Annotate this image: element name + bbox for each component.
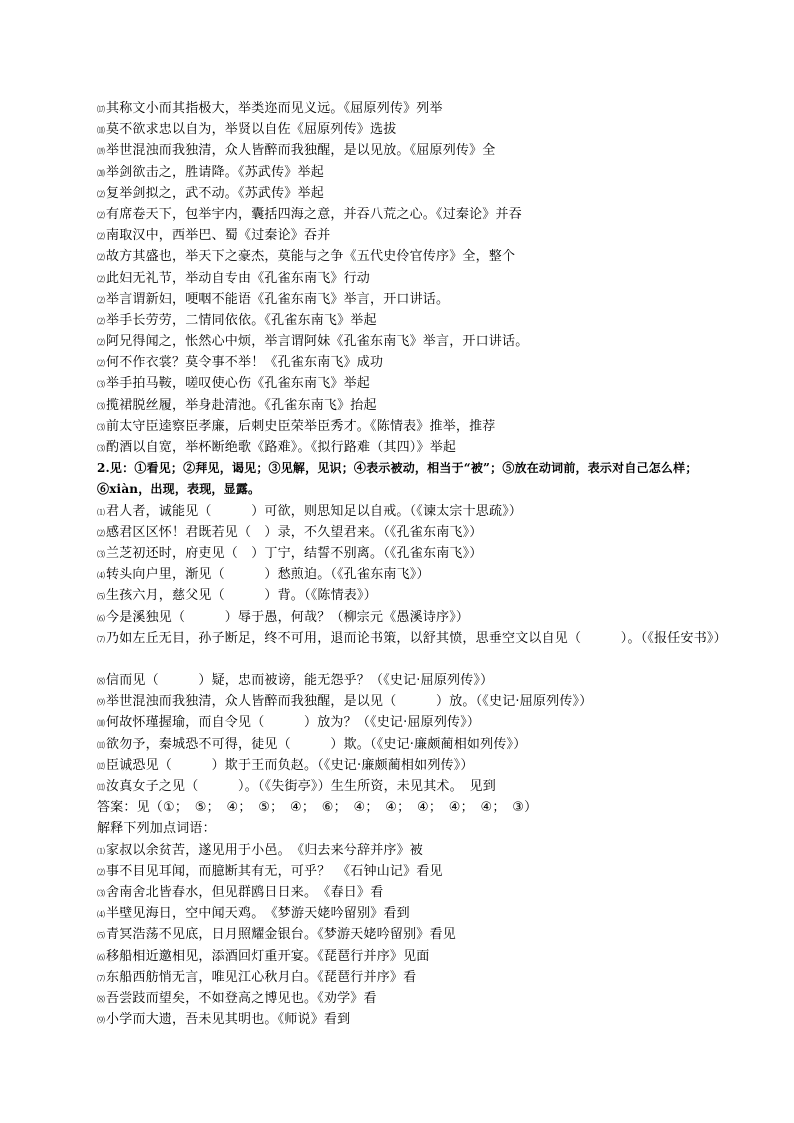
- item-text: 举世混浊而我独清，众人皆醉而我独醒，是以见（ ）放。（《史记·屈原列传》）: [106, 694, 593, 710]
- item-text: 阿兄得闻之，怅然心中烦，举言谓阿妹《孔雀东南飞》举言，开口讲话。: [106, 334, 529, 350]
- list-item: [97, 776, 727, 797]
- list-item: [97, 268, 727, 289]
- list-item: [97, 204, 727, 225]
- list-item: [97, 670, 727, 691]
- list-item: [97, 543, 727, 564]
- item-text: 乃如左丘无目，孙子断足，终不可用，退而论书策，以舒其愤，思垂空文以自见（ ）。（《报任安书》）: [106, 630, 727, 646]
- list-item: [97, 607, 727, 628]
- item-number: ⑵: [97, 295, 105, 305]
- list-item: [97, 691, 727, 712]
- item-text: 感君区区怀！君既若见（ ）录，不久望君来。（《孔雀东南飞》）: [106, 524, 483, 540]
- list-item: [97, 967, 727, 988]
- list-item: [97, 522, 727, 543]
- item-text: 何不作衣裳？莫令事不举！《孔雀东南飞》成功: [106, 355, 384, 371]
- item-text: 事不目见耳闻，而臆断其有无，可乎？ 《石钟山记》看见: [106, 863, 443, 879]
- item-text: 信而见（ ）疑，忠而被谤，能无怨乎？（《史记·屈原列传》）: [106, 673, 494, 689]
- list-item: [97, 246, 727, 267]
- list-item: [97, 119, 727, 140]
- item-text: 东船西舫悄无言，唯见江心秋月白。《琵琶行并序》看: [106, 969, 417, 985]
- item-number: ⑵: [97, 232, 105, 242]
- list-item: [97, 564, 727, 585]
- item-number: ⑵: [97, 189, 105, 199]
- item-text: 揽裙脱丝履，举身赴清池。《孔雀东南飞》抬起: [106, 397, 377, 413]
- item-text: 生孩六月，慈父见（ ）背。（《陈情表》）: [106, 588, 377, 604]
- item-text: 举剑欲击之，胜请降。《苏武传》举起: [106, 164, 324, 180]
- item-text: 酌酒以自宽，举杯断绝歌《路难》。《拟行路难（其四）》举起: [106, 440, 457, 455]
- item-number: ⑵: [97, 867, 105, 877]
- item-text: 君人者，诚能见（ ）可欲，则思知足以自戒。（《谏太宗十思疏》）: [106, 503, 523, 519]
- item-number: ⑴: [97, 507, 105, 517]
- list-item: [97, 903, 727, 924]
- jian-exercise-list: [97, 501, 727, 798]
- item-number: ⑺: [97, 973, 105, 983]
- item-number: ⑹: [97, 613, 105, 623]
- item-number: ⑷: [97, 571, 105, 581]
- item-text: 舍南舍北皆春水，但见群鸥日日来。 《春日》看: [106, 884, 384, 900]
- list-item: [97, 840, 727, 861]
- item-text: 举世混浊而我独清，众人皆醉而我独醒，是以见放。《屈原列传》全: [106, 143, 496, 159]
- list-item: [97, 437, 727, 458]
- item-number: ⑻: [97, 677, 105, 687]
- item-number: ⑵: [97, 253, 105, 263]
- item-number: ⒆: [97, 147, 105, 157]
- item-text: 今是溪独见（ ）辱于愚，何哉？（柳宗元《愚溪诗序》）: [106, 609, 470, 625]
- list-item: [97, 755, 727, 776]
- list-item: [97, 501, 727, 522]
- item-text: 半壁见海日，空中闻天鸡。 《梦游天姥吟留别》看到: [106, 906, 410, 922]
- item-number: ⑶: [97, 401, 105, 411]
- list-item: [97, 712, 727, 733]
- list-item: [97, 946, 727, 967]
- item-number: ⑵: [97, 338, 105, 348]
- item-number: ⑴: [97, 846, 105, 856]
- item-text: 举手拍马鞍，嗟叹使心伤《孔雀东南飞》举起: [106, 376, 371, 392]
- item-number: ⑶: [97, 444, 105, 453]
- list-item: [97, 162, 727, 183]
- item-number: ⑵: [97, 528, 105, 538]
- item-text: 家叔以余贫苦，遂见用于小邑。 《归去来兮辞并序》被: [106, 842, 424, 858]
- item-number: ⑾: [97, 740, 105, 750]
- list-item: [97, 98, 727, 119]
- item-text: 有席卷天下，包举宇内，囊括四海之意，并吞八荒之心。《过秦论》并吞: [106, 206, 522, 222]
- item-text: 举手长劳劳，二情同依依。《孔雀东南飞》举起: [106, 312, 377, 328]
- item-number: ⑵: [97, 316, 105, 326]
- item-text: 此妇无礼节，举动自专由《孔雀东南飞》行动: [106, 270, 371, 286]
- item-number: ⑶: [97, 888, 105, 898]
- list-item: [97, 183, 727, 204]
- item-text: 臣诚恐见（ ）欺于王而负赵。（《史记·廉颇蔺相如列传》）: [106, 757, 474, 773]
- list-item: [97, 416, 727, 437]
- item-text: 故方其盛也，举天下之豪杰，莫能与之争《五代史伶官传序》全，整个: [106, 249, 516, 265]
- list-item: [97, 373, 727, 394]
- list-item: [97, 225, 727, 246]
- item-text: 何故怀瑾握瑜，而自令见（ ）放为？（《史记·屈原列传》）: [106, 715, 481, 731]
- list-item: [97, 924, 727, 945]
- item-text: 其称文小而其指极大，举类迩而见义远。《屈原列传》列举: [106, 101, 443, 116]
- document-page: [97, 98, 727, 1030]
- list-item: [97, 1009, 727, 1030]
- item-number: ⑽: [97, 719, 105, 729]
- item-text: 南取汉中，西举巴、蜀《过秦论》吞并: [106, 228, 331, 244]
- list-item: [97, 310, 727, 331]
- jian-explain-list: [97, 840, 727, 1031]
- item-text: 举言谓新妇，哽咽不能语《孔雀东南飞》举言，开口讲话。: [106, 291, 450, 307]
- item-number: ⑵: [97, 210, 105, 220]
- item-number: ⑸: [97, 931, 105, 941]
- item-number: ⒀: [97, 783, 105, 793]
- list-item: [97, 734, 727, 755]
- item-text: 小学而大遗，吾未见其明也。《师说》看到: [106, 1012, 351, 1028]
- list-item: [97, 882, 727, 903]
- item-number: ⒄: [97, 105, 105, 114]
- item-text: 青冥浩荡不见底，日月照耀金银台。《梦游天姥吟留别》看见: [106, 927, 456, 943]
- list-item: [97, 140, 727, 161]
- list-item: [97, 988, 727, 1009]
- item-number: ⑺: [97, 634, 105, 644]
- item-number: ⑵: [97, 274, 105, 284]
- item-number: ⑵: [97, 359, 105, 369]
- jian-definition-heading: 2.见：①看见；②拜见，谒见；③见解，见识；④表示被动，相当于“被”；⑤放在动词前，表示对自己怎么样；⑥xiàn，出现，表现，显露。: [97, 461, 698, 497]
- answer-line: 答案：见（①； ⑤； ④； ⑤； ④； ⑥； ④； ④； ④； ④； ④； ③）: [97, 800, 538, 816]
- item-number: ⑼: [97, 698, 105, 708]
- list-item: [97, 861, 727, 882]
- item-number: ⑻: [97, 994, 105, 1004]
- item-number: ⑼: [97, 1016, 105, 1026]
- item-text: 汝真女子之见（ ）。（《失街亭》）生生所资，未见其术。 见到: [106, 779, 496, 795]
- item-text: 莫不欲求忠以自为，举贤以自佐《屈原列传》选拔: [106, 122, 397, 138]
- section-heading-explain: 解释下列加点词语：: [97, 821, 216, 837]
- item-text: 欲勿予，秦城恐不可得，徒见（ ）欺。（《史记·廉颇蔺相如列传》）: [106, 736, 527, 752]
- item-text: 移船相近邀相见，添酒回灯重开宴。《琵琶行并序》见面: [106, 948, 430, 964]
- list-item: [97, 289, 727, 310]
- list-item: [97, 352, 727, 373]
- item-text: 兰芝初还时，府吏见（ ）丁宁，结誓不别离。（《孔雀东南飞》）: [106, 545, 483, 561]
- item-text: 前太守臣逵察臣孝廉，后刺史臣荣举臣秀才。《陈情表》推举，推荐: [106, 418, 496, 434]
- item-number: ⑿: [97, 761, 105, 771]
- ju-usage-list: [97, 98, 727, 458]
- item-number: ⑶: [97, 422, 105, 432]
- item-text: 吾尝跂而望矣，不如登高之博见也。《劝学》看: [106, 990, 377, 1006]
- item-number: ⑶: [97, 549, 105, 559]
- item-text: 转头向户里，渐见（ ）愁煎迫。（《孔雀东南飞》）: [106, 567, 430, 583]
- item-number: ⑹: [97, 952, 105, 962]
- item-number: ⑷: [97, 910, 105, 920]
- list-item: [97, 585, 727, 606]
- list-item: [97, 331, 727, 352]
- item-text: 复举剑拟之，武不动。《苏武传》举起: [106, 185, 324, 201]
- item-number: ⒅: [97, 126, 105, 136]
- item-number: ⑶: [97, 380, 105, 390]
- list-item: [97, 395, 727, 416]
- list-item: [97, 628, 727, 670]
- item-number: ⒇: [97, 168, 105, 178]
- item-number: ⑸: [97, 592, 105, 602]
